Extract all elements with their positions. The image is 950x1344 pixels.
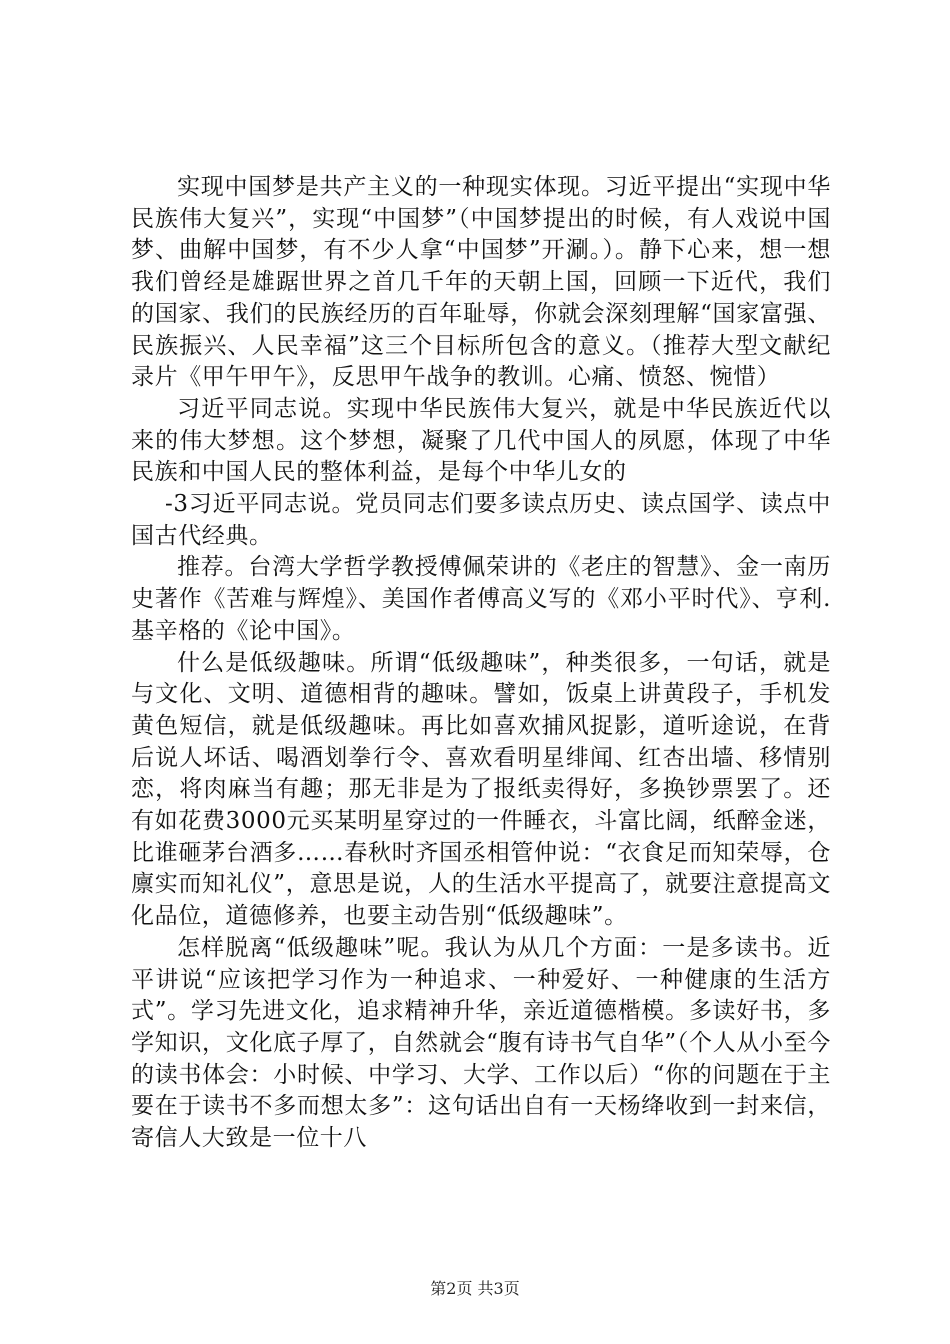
paragraph-vulgar-taste: 什么是低级趣味。所谓“低级趣味”，种类很多，一句话，就是与文化、文明、道德相背的趣味。譬如，饭桌上讲黄段子，手机发黄色短信，就是低级趣味。再比如喜欢捕风捉影，道听途说，在背后说人坏话、喝酒划拳行令、喜欢看明星绯闻、红杏出墙、移情别恋，将肉麻当有趣；那无非是为了报纸卖得好，多换钞票罢了。还有如花费3000元买某明星穿过的一件睡衣，斗富比阔，纸醉金迷，比谁砸茅台酒多……春秋时齐国丞相管仲说：“衣食足而知荣辱，仓廪实而知礼仪”，意思是说，人的生活水平提高了，就要注意提高文化品位，道德修养，也要主动告别“低级趣味”。 (131, 649, 831, 930)
document-body (131, 172, 831, 1155)
paragraph-book-recommendations: 推荐。台湾大学哲学教授傅佩荣讲的《老庄的智慧》、金一南历史著作《苦难与辉煌》、美国作者傅高义写的《邓小平时代》、亨利.基辛格的《论中国》。 (131, 554, 831, 644)
page-number-footer: 第2页 共3页 (430, 1279, 520, 1298)
paragraph-national-rejuvenation: 习近平同志说。实现中华民族伟大复兴，就是中华民族近代以来的伟大梦想。这个梦想，凝聚了几代中国人的夙愿，体现了中华民族和中国人民的整体利益，是每个中华儿女的 (131, 395, 831, 486)
paragraph-chinese-dream: 实现中国梦是共产主义的一种现实体现。习近平提出“实现中华民族伟大复兴”，实现“中国梦”（中国梦提出的时候，有人戏说中国梦、曲解中国梦，有不少人拿“中国梦”开涮。）。静下心来，想一想我们曾经是雄踞世界之首几千年的天朝上国，回顾一下近代，我们的国家、我们的民族经历的百年耻辱，你就会深刻理解“国家富强、民族振兴、人民幸福”这三个目标所包含的意义。（推荐大型文献纪录片《甲午甲午》，反思甲午战争的教训。心痛、愤怒、惋惜） (131, 174, 831, 391)
paragraph-escape-vulgar-taste: 怎样脱离“低级趣味”呢。我认为从几个方面：一是多读书。近平讲说“应该把学习作为一种追求、一种爱好、一种健康的生活方式”。学习先进文化，追求精神升华，亲近道德楷模。多读好书，多学知识，文化底子厚了，自然就会“腹有诗书气自华”（个人从小至今的读书体会：小时候、中学习、大学、工作以后）“你的问题在于主要在于读书不多而想太多”：这句话出自有一天杨绛收到一封来信，寄信人大致是一位十八 (131, 934, 831, 1152)
paragraph-read-history: -3习近平同志说。党员同志们要多读点历史、读点国学、读点中国古代经典。 (131, 491, 831, 549)
